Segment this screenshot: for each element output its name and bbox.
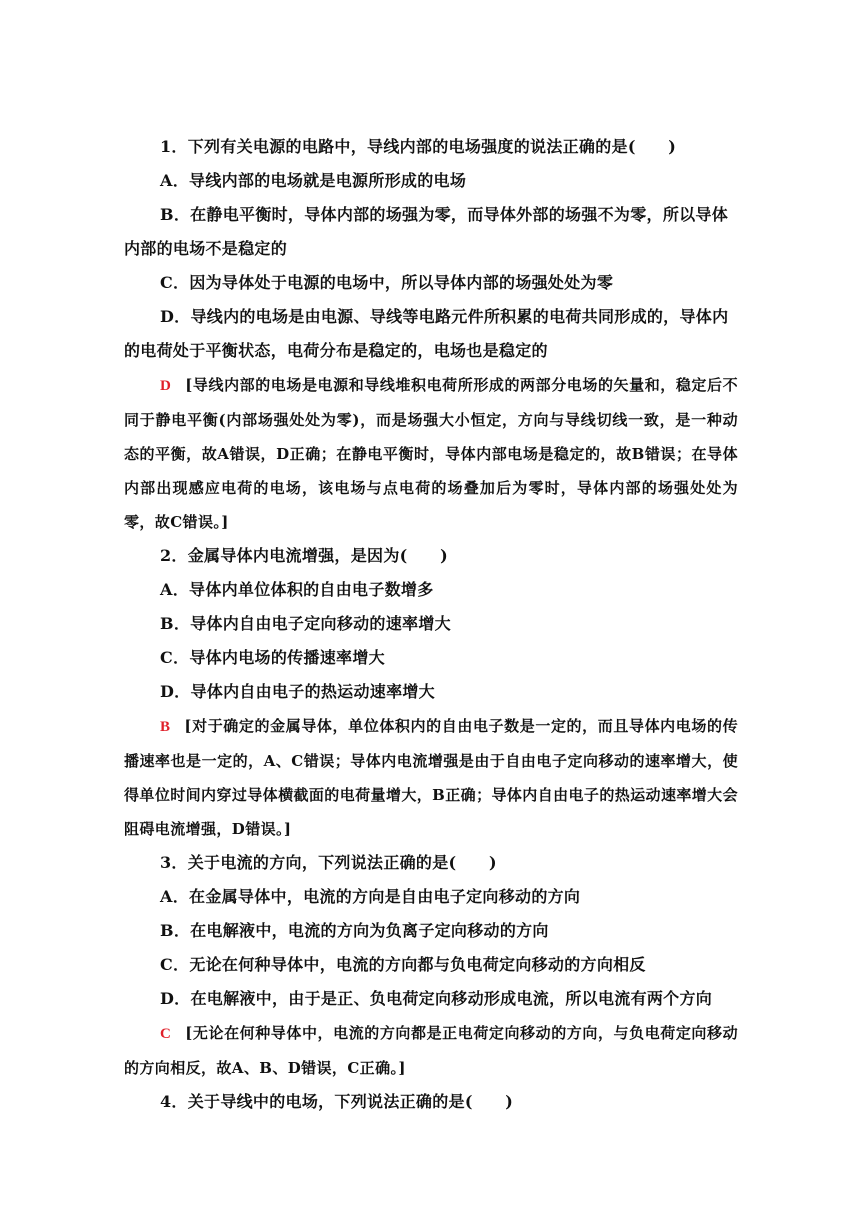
question-list: [124, 130, 738, 1119]
question-3-stem: 3．关于电流的方向，下列说法正确的是( ): [160, 853, 497, 872]
question-2-stem: 2．金属导体内电流增强，是因为( ): [160, 546, 448, 565]
question-2-option-d: D．导体内自由电子的热运动速率增大: [160, 682, 435, 701]
question-2-answer: [124, 709, 738, 846]
question-1: [124, 130, 738, 539]
answer-letter: D: [160, 378, 172, 394]
question-3-option-a: A．在金属导体中，电流的方向是自由电子定向移动的方向: [160, 887, 581, 906]
question-1-option-b: B．在静电平衡时，导体内部的场强为零，而导体外部的场强不为零，所以导体内部的电场不是稳定的: [124, 205, 729, 258]
question-3-option-d: D．在电解液中，由于是正、负电荷定向移动形成电流，所以电流有两个方向: [160, 989, 713, 1008]
question-3-option-c: C．无论在何种导体中，电流的方向都与负电荷定向移动的方向相反: [160, 955, 646, 974]
answer-letter: C: [160, 1026, 172, 1042]
answer-letter: B: [160, 719, 171, 735]
question-1-option-d: D．导线内的电场是由电源、导线等电路元件所积累的电荷共同形成的，导体内的电荷处于平衡状态，电荷分布是稳定的，电场也是稳定的: [124, 307, 729, 360]
answer-explanation: [导线内部的电场是电源和导线堆积电荷所形成的两部分电场的矢量和，稳定后不同于静电平衡(内部场强处处为零)，而是场强大小恒定，方向与导线切线一致，是一种动态的平衡，故A错误，D正确；在静电平衡时，导体内部电场是稳定的，故B错误；在导体内部出现感应电荷的电场，该电场与点电荷的场叠加后为零时，导体内部的场强处处为零，故C错误。]: [124, 376, 738, 531]
question-3-option-b: B．在电解液中，电流的方向为负离子定向移动的方向: [160, 921, 549, 940]
question-1-answer: [124, 368, 738, 539]
answer-explanation: [对于确定的金属导体，单位体积内的自由电子数是一定的，而且导体内电场的传播速率也是一定的，A、C错误；导体内电流增强是由于自由电子定向移动的速率增大，使得单位时间内穿过导体横截面的电荷量增大，B正确；导体内自由电子的热运动速率增大会阻碍电流增强，D错误。]: [124, 717, 738, 838]
question-1-option-c: C．因为导体处于电源的电场中，所以导体内部的场强处处为零: [160, 273, 614, 292]
question-2: [124, 539, 738, 846]
question-1-stem: 1．下列有关电源的电路中，导线内部的电场强度的说法正确的是( ): [160, 137, 677, 156]
question-4-stem: 4．关于导线中的电场，下列说法正确的是( ): [160, 1092, 514, 1111]
question-3-answer: [124, 1016, 738, 1085]
answer-explanation: [无论在何种导体中，电流的方向都是正电荷定向移动的方向，与负电荷定向移动的方向相反，故A、B、D错误，C正确。]: [124, 1024, 738, 1077]
question-2-option-c: C．导体内电场的传播速率增大: [160, 648, 385, 667]
question-2-option-b: B．导体内自由电子定向移动的速率增大: [160, 614, 451, 633]
question-2-option-a: A．导体内单位体积的自由电子数增多: [160, 580, 434, 599]
question-3: [124, 846, 738, 1085]
question-1-option-a: A．导线内部的电场就是电源所形成的电场: [160, 171, 467, 190]
question-4: [124, 1085, 738, 1119]
